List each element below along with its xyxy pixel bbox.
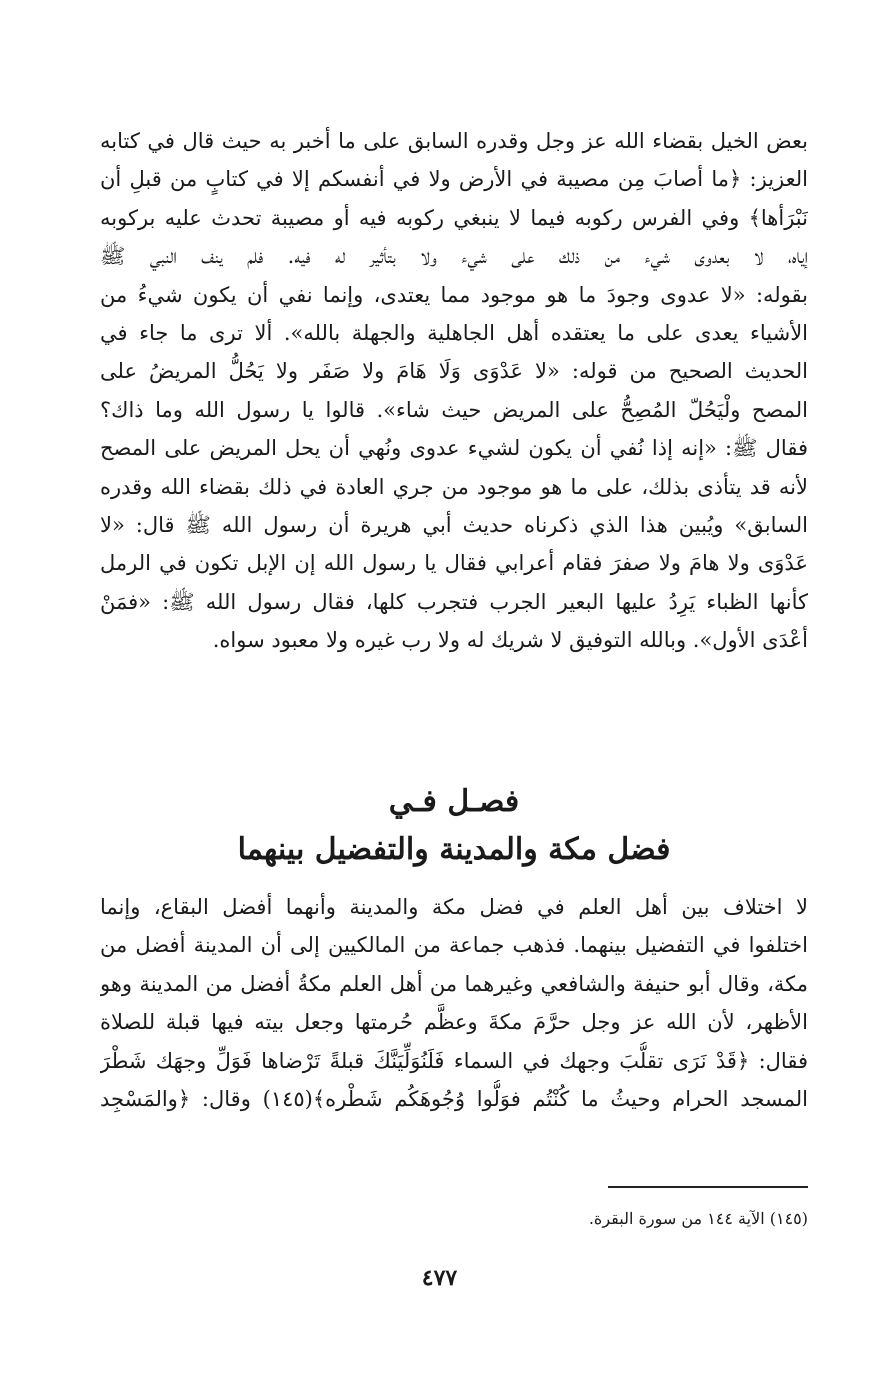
- text-line: كأنها الظباء يَرِدُ عليها البعير الجرب فتجرب كلها، فقال رسول الله ﷺ: «فمَنْ: [100, 589, 808, 614]
- text-line: بعض الخيل بقضاء الله عز وجل وقدره السابق على ما أخبر به حيث قال في كتابه: [100, 129, 808, 153]
- text-line: المسجد الحرام وحيثُ ما كُنْتُم فوَلُّوا وُجُوهَكُم شَطْره﴾(١٤٥) وقال: ﴿والمَسْجِد: [100, 1086, 808, 1111]
- text-line: فقال: ﴿قَدْ نَرَى تقلُّبَ وجهك في السماء فَلَنُوَلِّيَنَّكَ قبلةً تَرْضاها فَوَلِّ وجهَك شَطْرَ: [100, 1048, 808, 1073]
- text-line: العزيز: ﴿ما أصابَ مِن مصيبة في الأرض ولا في أنفسكم إلا في كتابٍ من قبلِ أن: [100, 167, 808, 192]
- text-line: لا اختلاف بين أهل العلم في فضل مكة والمدينة وأنهما أفضل البقاع، وإنما: [100, 895, 808, 919]
- text-line: الأظهر، لأن الله عز وجل حرَّمَ مكةَ وعظَّم حُرمتها وجعل بيته فيها قبلة للصلاة: [100, 1010, 808, 1035]
- footnote: (١٤٥) الآية ١٤٤ من سورة البقرة.: [588, 1209, 808, 1228]
- text-line: مكة، وقال أبو حنيفة والشافعي وغيرهما من أهل العلم مكةُ أفضل من المدينة وهو: [100, 971, 808, 996]
- footnote-divider: [608, 1186, 808, 1188]
- page-number: ٤٧٧: [421, 1265, 458, 1291]
- text-line: أعْدَى الأول». وبالله التوفيق لا شريك له ولا رب غيره ولا معبود سواه.: [212, 628, 808, 653]
- body-paragraph-2: [100, 888, 808, 1118]
- text-line: اختلفوا في التفضيل بينهما. فذهب جماعة من المالكيين إلى أن المدينة أفضل من: [100, 933, 808, 958]
- text-line: المصح ولْيَحُلّ المُصِحُّ على المريض حيث شاء». قالوا يا رسول الله وما ذاك؟: [100, 397, 808, 422]
- text-line: بقوله: «لا عدوى وجودَ ما هو موجود مما يعتدى، وإنما نفي أن يكون شيءُ من: [100, 282, 808, 307]
- text-line: الحديث الصحيح من قوله: «لا عَدْوَى وَلَا هَامَ ولا صَفَر ولا يَحُلُّ المريضُ على: [100, 359, 808, 384]
- text-line: نَبْرَأها﴾ وفي الفرس ركوبه فيما لا ينبغي ركوبه فيه أو مصيبة تحدث عليه بركوبه: [100, 205, 808, 230]
- text-line: الأشياء يعدى على ما يعتقده أهل الجاهلية والجهلة بالله». ألا ترى ما جاء في: [100, 320, 808, 345]
- text-line: لأنه قد يتأذى بذلك، على ما هو موجود من جري العادة في ذلك بقضاء الله وقدره: [100, 474, 808, 499]
- text-line: إياه، لا بعدوى شيء من ذلك على شيء ولا بتأثير له فيه. فلم ينف النبي ﷺ: [100, 244, 808, 269]
- section-subheading: فضل مكة والمدينة والتفضيل بينهما: [237, 832, 671, 867]
- body-paragraph-1: [100, 122, 808, 659]
- section-heading: فصـل فـي: [388, 784, 520, 819]
- text-line: فقال ﷺ: «إنه إذا نُفي أن يكون لشيء عدوى ونُهي أن يحل المريض على المصح: [100, 436, 808, 461]
- text-line: السابق» ويُبين هذا الذي ذكرناه حديث أبي هريرة أن رسول الله ﷺ قال: «لا: [100, 512, 808, 537]
- text-line: عَدْوَى ولا هامَ ولا صفرَ فقام أعرابي فقال يا رسول الله إن الإبل تكون في الرمل: [100, 551, 808, 576]
